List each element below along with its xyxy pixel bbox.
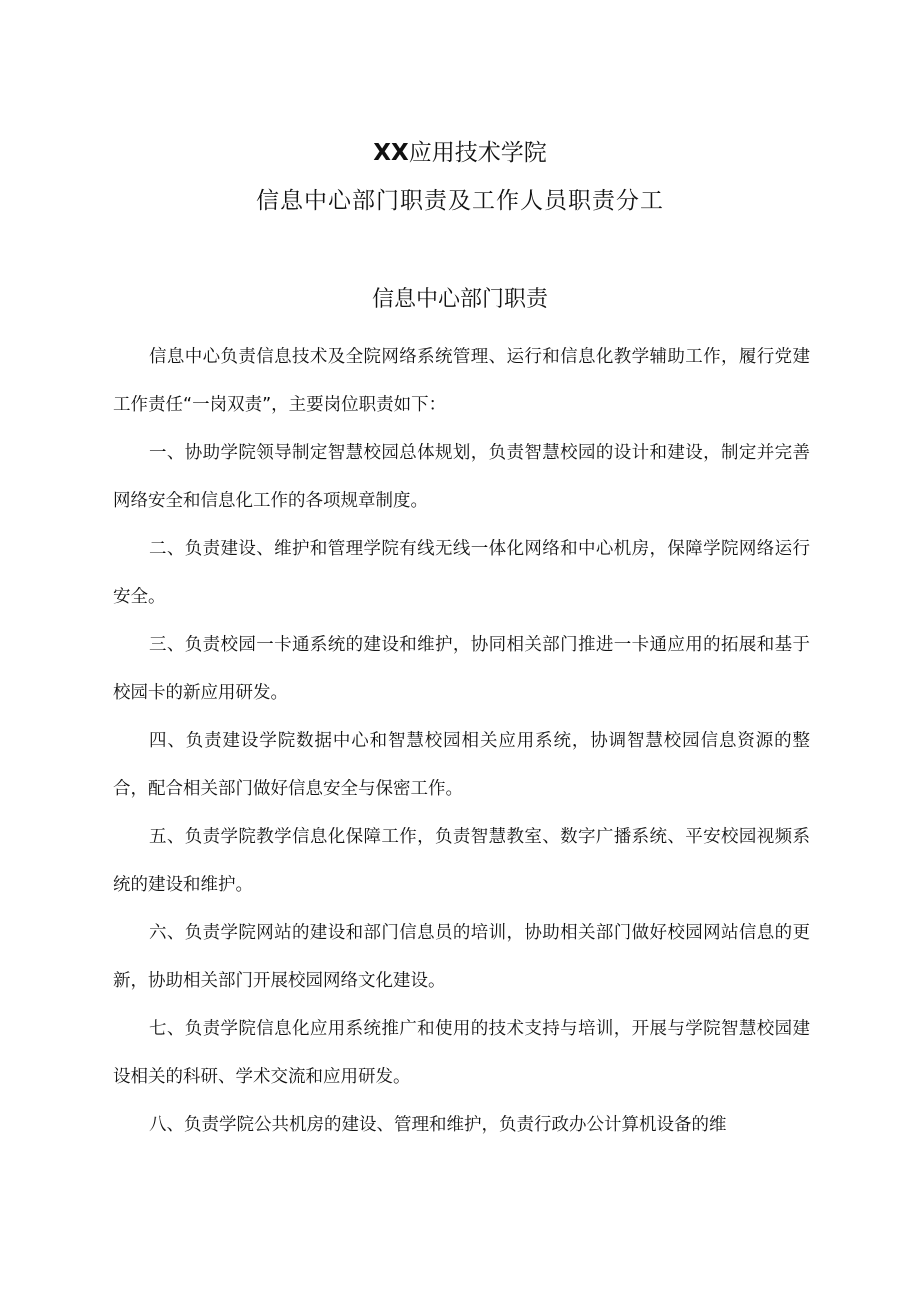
paragraph-duty-5: 五、负责学院教学信息化保障工作，负责智慧教室、数字广播系统、平安校园视频系统的建设和维护。	[113, 827, 810, 895]
paragraph-duty-3: 三、负责校园一卡通系统的建设和维护，协同相关部门推进一卡通应用的拓展和基于校园卡的新应用研发。	[113, 635, 810, 703]
document-title	[0, 138, 920, 168]
document-body	[113, 333, 810, 1149]
paragraph-duty-8: 八、负责学院公共机房的建设、管理和维护，负责行政办公计算机设备的维	[149, 1115, 727, 1135]
paragraph-duty-2: 二、负责建设、维护和管理学院有线无线一体化网络和中心机房，保障学院网络运行安全。	[113, 539, 810, 607]
paragraph-duty-4: 四、负责建设学院数据中心和智慧校园相关应用系统，协调智慧校园信息资源的整合，配合相关部门做好信息安全与保密工作。	[113, 731, 810, 799]
paragraph-duty-1: 一、协助学院领导制定智慧校园总体规划，负责智慧校园的设计和建设，制定并完善网络安全和信息化工作的各项规章制度。	[113, 443, 810, 511]
title-rest: 应用技术学院	[408, 140, 547, 166]
paragraph-duty-7: 七、负责学院信息化应用系统推广和使用的技术支持与培训，开展与学院智慧校园建设相关的科研、学术交流和应用研发。	[113, 1019, 810, 1087]
section-title: 信息中心部门职责	[371, 287, 548, 312]
paragraph-duty-6: 六、负责学院网站的建设和部门信息员的培训，协助相关部门做好校园网站信息的更新，协助相关部门开展校园网络文化建设。	[113, 923, 810, 991]
document-subtitle: 信息中心部门职责及工作人员职责分工	[256, 188, 664, 214]
title-prefix: XX	[373, 140, 409, 166]
paragraph-intro: 信息中心负责信息技术及全院网络系统管理、运行和信息化教学辅助工作，履行党建工作责任“一岗双责”，主要岗位职责如下：	[113, 347, 810, 415]
